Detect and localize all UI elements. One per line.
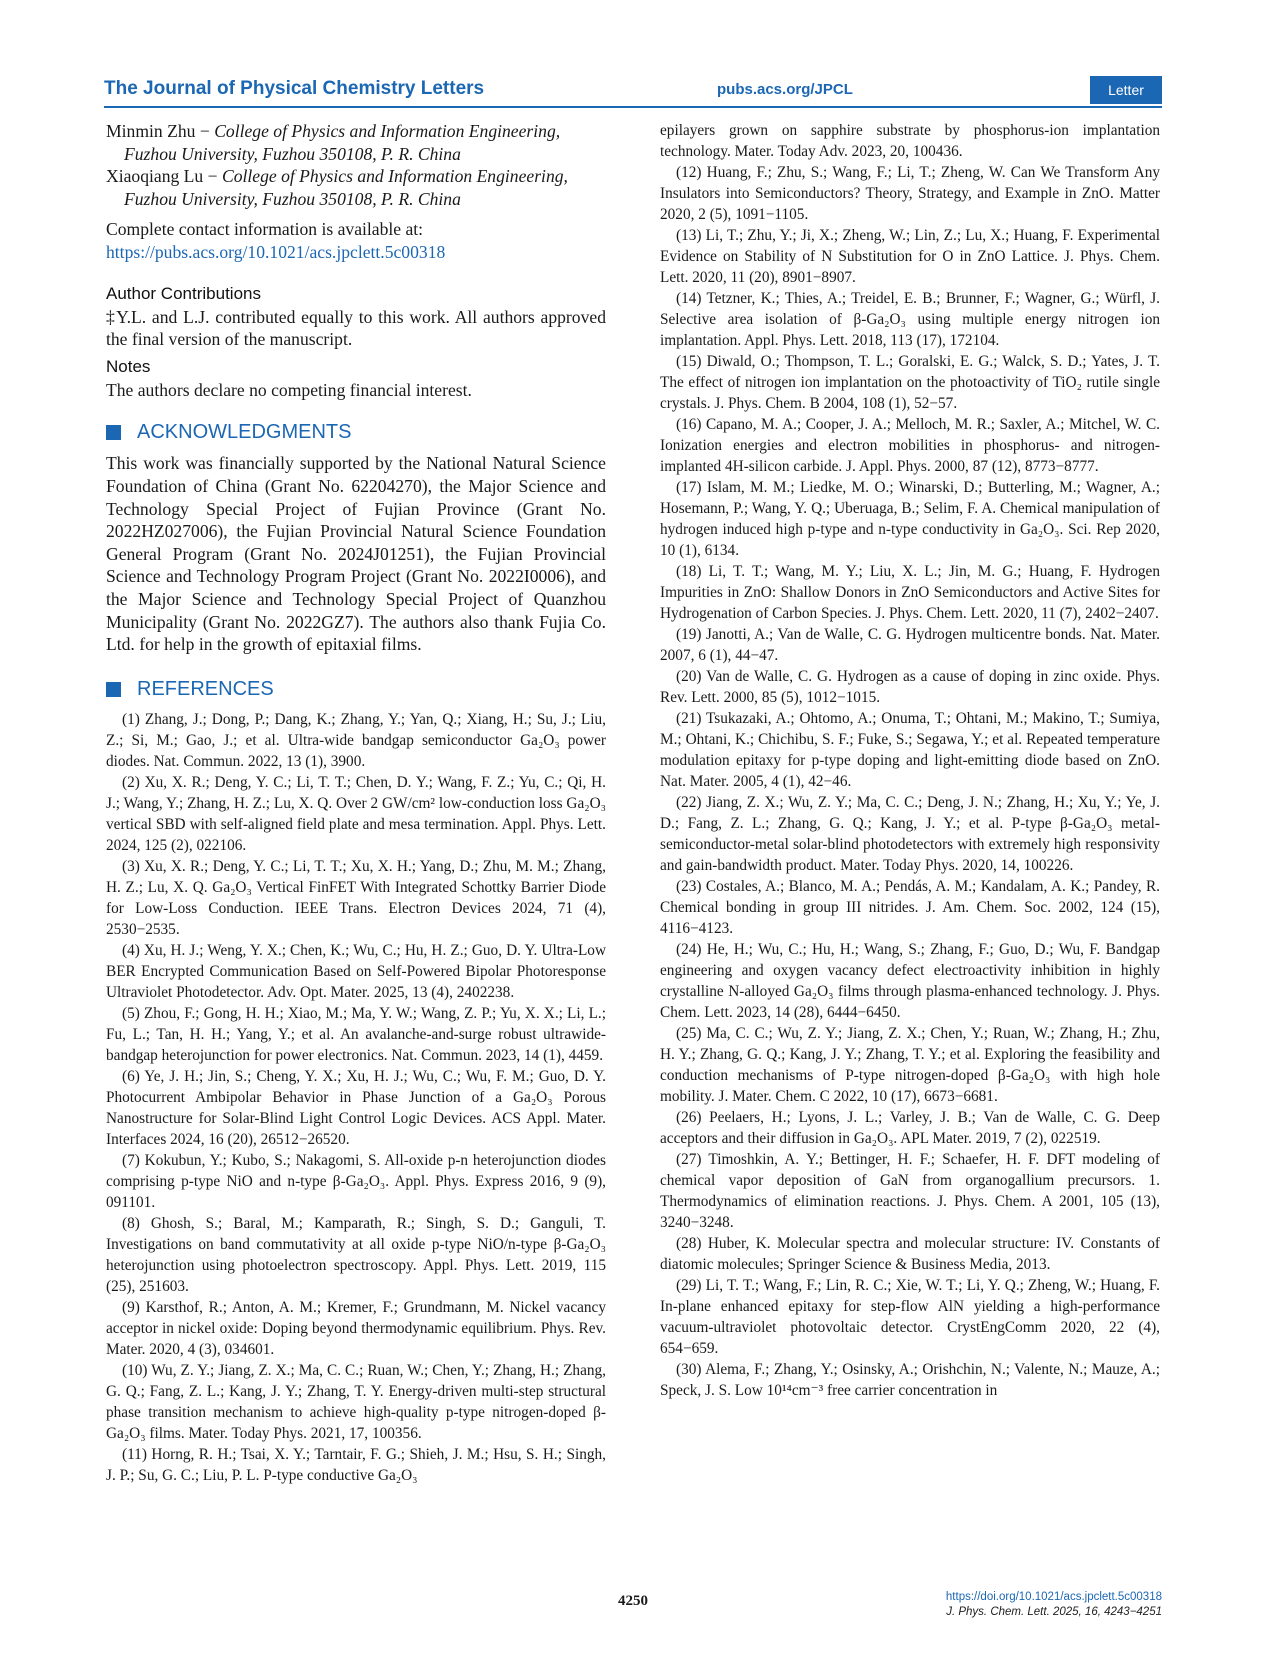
reference-item: (19) Janotti, A.; Van de Walle, C. G. Hydrogen multicentre bonds. Nat. Mater. 2007, 6 (1), 44−47. — [660, 626, 1160, 664]
reference-item: (12) Huang, F.; Zhu, S.; Wang, F.; Li, T.; Zheng, W. Can We Transform Any Insulators into Semiconductors? Theory, Strategy, and Example in ZnO. Matter 2020, 2 (5), 1091−1105. — [660, 164, 1160, 223]
author-affiliation: Minmin Zhu − College of Physics and Information Engineering, Fuzhou University, Fuzhou 350108, P. R. China — [106, 121, 561, 164]
author-name: Xiaoqiang Lu — [106, 166, 204, 187]
article-type-badge: Letter — [1090, 76, 1162, 104]
page-header — [104, 78, 1162, 108]
reference-item: (13) Li, T.; Zhu, Y.; Ji, X.; Zheng, W.; Lin, Z.; Lu, X.; Huang, F. Experimental Evidence on Stability of N Substitution for O in ZnO Lattice. J. Phys. Chem. Lett. 2020, 11 (20), 8901−8907. — [660, 227, 1160, 286]
reference-item: (26) Peelaers, H.; Lyons, J. L.; Varley, J. B.; Van de Walle, C. G. Deep acceptors and their diffusion in Ga₂O₃. APL Mater. 2019, 7 (2), 022519. — [660, 1109, 1160, 1147]
page-number: 4250 — [618, 1593, 648, 1609]
left-column — [106, 120, 606, 1486]
journal-citation: J. Phys. Chem. Lett. 2025, 16, 4243−4251 — [946, 1606, 1162, 1618]
reference-item: (30) Alema, F.; Zhang, Y.; Osinsky, A.; Orishchin, N.; Valente, N.; Mauze, A.; Speck, J. S. Low 10¹⁴cm⁻³ free carrier concentration in — [660, 1361, 1160, 1399]
author-affil: College of Physics and Information Engineering, Fuzhou University, Fuzhou 350108, P. R. China — [124, 166, 568, 209]
reference-item: (21) Tsukazaki, A.; Ohtomo, A.; Onuma, T.; Ohtani, M.; Makino, T.; Sumiya, M.; Ohtani, K.; Chichibu, S. F.; Fuke, S.; Segawa, Y.; et al. Repeated temperature modulation epitaxy for p-type doping and light-emitting diode based on ZnO. Nat. Mater. 2005, 4 (1), 42−46. — [660, 710, 1160, 790]
reference-item-continued: epilayers grown on sapphire substrate by phosphorus-ion implantation technology. Mater. Today Adv. 2023, 20, 100436. — [660, 122, 1160, 160]
reference-item: (8) Ghosh, S.; Baral, M.; Kamparath, R.; Singh, S. D.; Ganguli, T. Investigations on band commutativity at all oxide p-type NiO/n-type β-Ga₂O₃ heterojunction using photoelectron spectroscopy. Appl. Phys. Lett. 2019, 115 (25), 251603. — [106, 1214, 606, 1295]
reference-item: (17) Islam, M. M.; Liedke, M. O.; Winarski, D.; Butterling, M.; Wagner, A.; Hosemann, P.; Wang, Y. Q.; Uberuaga, B.; Selim, F. A. Chemical manipulation of hydrogen induced high p-type and n-type conductivity in Ga₂O₃. Sci. Rep 2020, 10 (1), 6134. — [660, 479, 1160, 559]
author-contributions-text: ‡Y.L. and L.J. contributed equally to this work. All authors approved the final version of the manuscript. — [106, 306, 606, 350]
references-list-left — [106, 709, 606, 1486]
reference-item: (28) Huber, K. Molecular spectra and molecular structure: IV. Constants of diatomic molecules; Springer Science & Business Media, 2013. — [660, 1235, 1160, 1273]
reference-item: (25) Ma, C. C.; Wu, Z. Y.; Jiang, Z. X.; Chen, Y.; Ruan, W.; Zhang, H.; Zhu, H. Y.; Zhang, G. Q.; Kang, J. Y.; Zhang, T. Y.; et al. Exploring the feasibility and conduction mechanisms of P-type nitrogen-doped β-Ga₂O₃ with high hole mobility. J. Mater. Chem. C 2022, 10 (17), 6673−6681. — [660, 1025, 1160, 1105]
reference-item: (14) Tetzner, K.; Thies, A.; Treidel, E. B.; Brunner, F.; Wagner, G.; Würfl, J. Selective area isolation of β-Ga₂O₃ using multiple energy nitrogen ion implantation. Appl. Phys. Lett. 2018, 113 (17), 172104. — [660, 290, 1160, 349]
reference-item: (22) Jiang, Z. X.; Wu, Z. Y.; Ma, C. C.; Deng, J. N.; Zhang, H.; Xu, Y.; Ye, J. D.; Fang, Z. L.; Zhang, G. Q.; Kang, J. Y.; et al. P-type β-Ga₂O₃ metal-semiconductor-metal solar-blind photodetectors with extremely high responsivity and gain-bandwidth product. Mater. Today Phys. 2020, 14, 100226. — [660, 794, 1160, 874]
contact-link[interactable]: https://pubs.acs.org/10.1021/acs.jpclett.5c00318 — [106, 241, 446, 262]
reference-item: (29) Li, T. T.; Wang, F.; Lin, R. C.; Xie, W. T.; Li, Y. Q.; Zheng, W.; Huang, F. In-plane enhanced epitaxy for step-flow AlN yielding a high-performance vacuum-ultraviolet photovoltaic detector. CrystEngComm 2020, 22 (4), 654−659. — [660, 1277, 1160, 1357]
reference-item: (24) He, H.; Wu, C.; Hu, H.; Wang, S.; Zhang, F.; Guo, D.; Wu, F. Bandgap engineering and oxygen vacancy defect electroactivity inhibition in highly crystalline N-alloyed Ga₂O₃ films through plasma-enhanced technology. J. Phys. Chem. Lett. 2023, 14 (28), 6444−6450. — [660, 941, 1160, 1021]
author-name: Minmin Zhu — [106, 121, 196, 141]
references-title: REFERENCES — [137, 677, 274, 700]
references-heading — [106, 678, 606, 701]
reference-item: (1) Zhang, J.; Dong, P.; Dang, K.; Zhang, Y.; Yan, Q.; Xiang, H.; Su, J.; Liu, Z.; Si, M.; Gao, J.; et al. Ultra-wide bandgap semiconductor Ga₂O₃ power diodes. Nat. Commun. 2022, 13 (1), 3900. — [106, 710, 606, 770]
reference-item: (18) Li, T. T.; Wang, M. Y.; Liu, X. L.; Jin, M. G.; Huang, F. Hydrogen Impurities in ZnO: Shallow Donors in ZnO Semiconductors and Active Sites for Hydrogenation of Carbon Species. J. Phys. Chem. Lett. 2020, 11 (7), 2402−2407. — [660, 563, 1160, 622]
reference-item: (3) Xu, X. R.; Deng, Y. C.; Li, T. T.; Xu, X. H.; Yang, D.; Zhu, M. M.; Zhang, H. Z.; Lu, X. Q. Ga₂O₃ Vertical FinFET With Integrated Schottky Barrier Diode for Low-Loss Conduction. IEEE Trans. Electron Devices 2024, 71 (4), 2530−2535. — [106, 857, 606, 938]
reference-item: (16) Capano, M. A.; Cooper, J. A.; Melloch, M. R.; Saxler, A.; Mitchel, W. C. Ionization energies and electron mobilities in phosphorus- and nitrogen-implanted 4H-silicon carbide. J. Appl. Phys. 2000, 87 (12), 8773−8777. — [660, 416, 1160, 475]
right-column — [660, 120, 1160, 1401]
reference-item: (15) Diwald, O.; Thompson, T. L.; Goralski, E. G.; Walck, S. D.; Yates, J. T. The effect of nitrogen ion implantation on the photoactivity of TiO₂ rutile single crystals. J. Phys. Chem. B 2004, 108 (1), 52−57. — [660, 353, 1160, 412]
journal-site-link[interactable]: pubs.acs.org/JPCL — [717, 81, 853, 98]
footer-citation — [946, 1590, 1162, 1620]
reference-item: (2) Xu, X. R.; Deng, Y. C.; Li, T. T.; Chen, D. Y.; Wang, F. Z.; Yu, C.; Qi, H. J.; Wang, Y.; Zhang, H. Z.; Lu, X. Q. Over 2 GW/cm² low-conduction loss Ga₂O₃ vertical SBD with self-aligned field plate and mesa termination. Appl. Phys. Lett. 2024, 125 (2), 022106. — [106, 773, 606, 854]
reference-item: (4) Xu, H. J.; Weng, Y. X.; Chen, K.; Wu, C.; Hu, H. Z.; Guo, D. Y. Ultra-Low BER Encrypted Communication Based on Self-Powered Bipolar Photoresponse Ultraviolet Photodetector. Adv. Opt. Mater. 2025, 13 (4), 2402238. — [106, 941, 606, 1001]
reference-item: (10) Wu, Z. Y.; Jiang, Z. X.; Ma, C. C.; Ruan, W.; Chen, Y.; Zhang, H.; Zhang, G. Q.; Fang, Z. L.; Kang, J. Y.; Zhang, T. Y. Energy-driven multi-step structural phase transition mechanism to achieve high-quality p-type nitrogen-doped β-Ga₂O₃ films. Mater. Today Phys. 2021, 17, 100356. — [106, 1361, 606, 1442]
author-affiliation: Xiaoqiang Lu − College of Physics and Information Engineering, Fuzhou University, Fuzhou 350108, P. R. China — [106, 166, 568, 209]
section-square-icon — [106, 425, 121, 440]
reference-item: (20) Van de Walle, C. G. Hydrogen as a cause of doping in zinc oxide. Phys. Rev. Lett. 2000, 85 (5), 1012−1015. — [660, 668, 1160, 706]
reference-item: (7) Kokubun, Y.; Kubo, S.; Nakagomi, S. All-oxide p-n heterojunction diodes comprising p-type NiO and n-type β-Ga₂O₃. Appl. Phys. Express 2016, 9 (9), 091101. — [106, 1151, 606, 1211]
section-square-icon — [106, 682, 121, 697]
notes-text: The authors declare no competing financial interest. — [106, 379, 472, 400]
journal-title[interactable]: The Journal of Physical Chemistry Letters — [104, 78, 485, 99]
reference-item: (23) Costales, A.; Blanco, M. A.; Pendás, A. M.; Kandalam, A. K.; Pandey, R. Chemical bonding in group III nitrides. J. Am. Chem. Soc. 2002, 124 (15), 4116−4123. — [660, 878, 1160, 937]
acknowledgments-text: This work was financially supported by the National Natural Science Foundation of China (Grant No. 62204270), the Major Science and Technology Special Project of Fujian Province (Grant No. 2022HZ027006), the Fujian Provincial Natural Science Foundation General Program (Grant No. 2024J01251), the Fujian Provincial Science and Technology Program Project (Grant No. 2022I0006), and the Major Science and Technology Special Project of Quanzhou Municipality (Grant No. 2022GZ7). The authors also thank Fujia Co. Ltd. for help in the growth of epitaxial films. — [106, 453, 606, 655]
reference-item: (11) Horng, R. H.; Tsai, X. Y.; Tarntair, F. G.; Shieh, J. M.; Hsu, S. H.; Singh, J. P.; Su, G. C.; Liu, P. L. P-type conductive Ga₂O₃ — [106, 1445, 606, 1484]
reference-item: (27) Timoshkin, A. Y.; Bettinger, H. F.; Schaefer, H. F. DFT modeling of chemical vapor deposition of GaN from organogallium precursors. 1. Thermodynamics of elimination reactions. J. Phys. Chem. A 2001, 105 (13), 3240−3248. — [660, 1151, 1160, 1231]
acknowledgments-heading — [106, 421, 606, 444]
author-affil: College of Physics and Information Engineering, Fuzhou University, Fuzhou 350108, P. R. China — [124, 121, 561, 164]
reference-item: (6) Ye, J. H.; Jin, S.; Cheng, Y. X.; Xu, H. J.; Wu, C.; Wu, F. M.; Guo, D. Y. Photocurrent Ambipolar Behavior in Phase Junction of a Ga₂O₃ Porous Nanostructure for Solar-Blind Light Control Logic Devices. ACS Appl. Mater. Interfaces 2024, 16 (20), 26512−26520. — [106, 1067, 606, 1148]
reference-item: (5) Zhou, F.; Gong, H. H.; Xiao, M.; Ma, Y. W.; Wang, Z. P.; Yu, X. X.; Li, L.; Fu, L.; Tan, H. H.; Yang, Y.; et al. An avalanche-and-surge robust ultrawide-bandgap heterojunction for power electronics. Nat. Commun. 2023, 14 (1), 4459. — [106, 1004, 606, 1064]
contact-text: Complete contact information is available at: — [106, 219, 424, 240]
acknowledgments-title: ACKNOWLEDGMENTS — [137, 421, 352, 444]
reference-item: (9) Karsthof, R.; Anton, A. M.; Kremer, F.; Grundmann, M. Nickel vacancy acceptor in nickel oxide: Doping beyond thermodynamic equilibrium. Phys. Rev. Mater. 2020, 4 (3), 034601. — [106, 1298, 606, 1358]
author-contributions-heading: Author Contributions — [106, 283, 261, 303]
notes-heading: Notes — [106, 356, 151, 376]
doi-link[interactable]: https://doi.org/10.1021/acs.jpclett.5c00318 — [945, 1591, 1162, 1603]
